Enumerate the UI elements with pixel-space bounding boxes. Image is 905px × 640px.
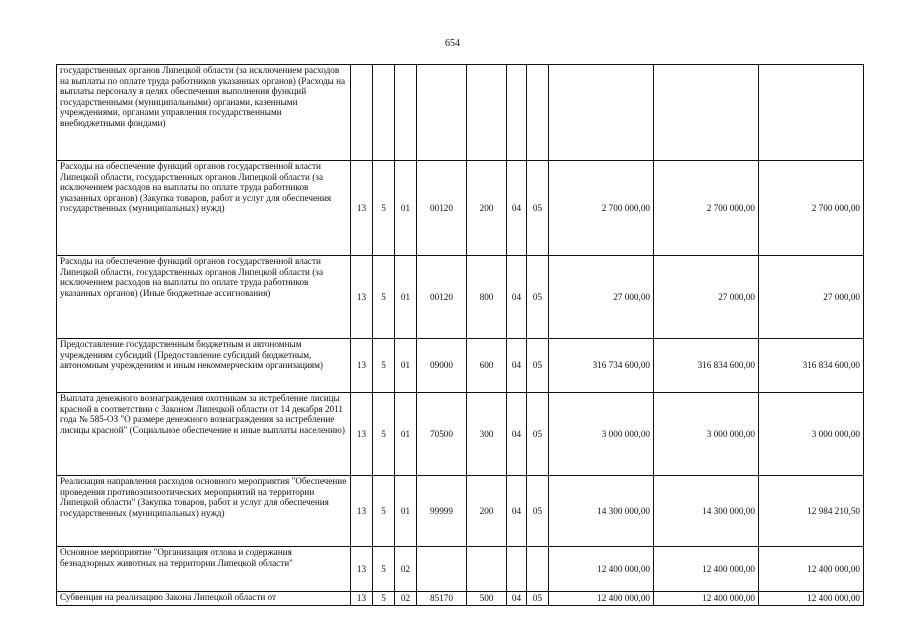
- table-row: [57, 592, 864, 606]
- code-program: 13: [351, 476, 373, 547]
- amount-year-1: 316 734 600,00: [549, 339, 654, 393]
- code-program: 13: [351, 547, 373, 592]
- code-subsection: 05: [527, 256, 549, 339]
- code-program: 13: [351, 256, 373, 339]
- row-description: Основное мероприятие "Организация отлова и содержания безнадзорных животных на территории Липецкой области": [57, 547, 351, 592]
- budget-table: [56, 64, 864, 606]
- code-subsection: 05: [527, 339, 549, 393]
- row-description: государственных органов Липецкой области (за исключением расходов на выплаты по оплате труда работников указанных органов) (Расходы на выплаты персоналу в целях обеспечения выполнения функций государственными (муниципальными) органами, казенными учреждениями, органами управления государственными внебюджетными фондами): [57, 65, 351, 161]
- code-section: 04: [507, 256, 527, 339]
- code-program: [351, 65, 373, 161]
- amount-year-2: 3 000 000,00: [654, 393, 759, 476]
- code-event: 01: [395, 476, 417, 547]
- code-expense-type: 200: [467, 476, 507, 547]
- code-event: [395, 65, 417, 161]
- code-subsection: [527, 65, 549, 161]
- amount-year-3: [759, 65, 864, 161]
- code-subprogram: 5: [373, 476, 395, 547]
- amount-year-1: 12 400 000,00: [549, 547, 654, 592]
- code-section: 04: [507, 161, 527, 256]
- code-subsection: 05: [527, 476, 549, 547]
- table-row: [57, 339, 864, 393]
- amount-year-2: [654, 65, 759, 161]
- table-row: [57, 256, 864, 339]
- code-subprogram: 5: [373, 592, 395, 606]
- amount-year-2: 12 400 000,00: [654, 592, 759, 606]
- code-section: 04: [507, 339, 527, 393]
- page-number: 654: [445, 38, 460, 49]
- code-section: [507, 65, 527, 161]
- table-row: [57, 547, 864, 592]
- code-section: 04: [507, 476, 527, 547]
- code-section: 04: [507, 592, 527, 606]
- amount-year-3: 12 984 210,50: [759, 476, 864, 547]
- amount-year-1: 14 300 000,00: [549, 476, 654, 547]
- amount-year-1: 2 700 000,00: [549, 161, 654, 256]
- code-subsection: 05: [527, 393, 549, 476]
- code-direction: 09000: [417, 339, 467, 393]
- code-subprogram: 5: [373, 547, 395, 592]
- code-expense-type: 300: [467, 393, 507, 476]
- table-row: [57, 476, 864, 547]
- code-program: 13: [351, 592, 373, 606]
- row-description: Реализация направления расходов основного мероприятия "Обеспечение проведения противоэпизоотических мероприятий на территории Липецкой области" (Закупка товаров, работ и услуг для обеспечения государственных (муниципальных) нужд): [57, 476, 351, 547]
- amount-year-2: 12 400 000,00: [654, 547, 759, 592]
- table-row: [57, 161, 864, 256]
- row-description: Предоставление государственным бюджетным и автономным учреждениям субсидий (Предоставление субсидий бюджетным, автономным учреждениям и иным некоммерческим организациям): [57, 339, 351, 393]
- code-subsection: 05: [527, 161, 549, 256]
- code-direction: 70500: [417, 393, 467, 476]
- code-event: 02: [395, 547, 417, 592]
- amount-year-1: 3 000 000,00: [549, 393, 654, 476]
- table-row: [57, 393, 864, 476]
- row-description: Расходы на обеспечение функций органов государственной власти Липецкой области, государственных органов Липецкой области (за исключением расходов на выплаты по оплате труда работников указанных органов) (Закупка товаров, работ и услуг для обеспечения государственных (муниципальных) нужд): [57, 161, 351, 256]
- code-expense-type: 600: [467, 339, 507, 393]
- code-event: 01: [395, 393, 417, 476]
- code-subprogram: [373, 65, 395, 161]
- amount-year-3: 12 400 000,00: [759, 592, 864, 606]
- code-program: 13: [351, 161, 373, 256]
- amount-year-1: 27 000,00: [549, 256, 654, 339]
- code-program: 13: [351, 393, 373, 476]
- code-subsection: 05: [527, 592, 549, 606]
- code-subprogram: 5: [373, 256, 395, 339]
- code-expense-type: 500: [467, 592, 507, 606]
- row-description: Выплата денежного вознаграждения охотникам за истребление лисицы красной в соответствии с Законом Липецкой области от 14 декабря 2011 года № 585-ОЗ "О размере денежного вознаграждения за истребление лисицы красной" (Социальное обеспечение и иные выплаты населению): [57, 393, 351, 476]
- amount-year-2: 27 000,00: [654, 256, 759, 339]
- row-description: Субвенция на реализацию Закона Липецкой области от: [57, 592, 351, 606]
- amount-year-1: 12 400 000,00: [549, 592, 654, 606]
- amount-year-2: 2 700 000,00: [654, 161, 759, 256]
- amount-year-2: 316 834 600,00: [654, 339, 759, 393]
- amount-year-1: [549, 65, 654, 161]
- amount-year-3: 316 834 600,00: [759, 339, 864, 393]
- code-direction: 99999: [417, 476, 467, 547]
- code-expense-type: [467, 65, 507, 161]
- code-program: 13: [351, 339, 373, 393]
- code-subprogram: 5: [373, 393, 395, 476]
- amount-year-3: 3 000 000,00: [759, 393, 864, 476]
- code-event: 01: [395, 339, 417, 393]
- code-section: [507, 547, 527, 592]
- code-direction: 00120: [417, 256, 467, 339]
- code-subprogram: 5: [373, 339, 395, 393]
- code-direction: [417, 547, 467, 592]
- row-description: Расходы на обеспечение функций органов государственной власти Липецкой области, государственных органов Липецкой области (за исключением расходов на выплаты по оплате труда работников указанных органов) (Иные бюджетные ассигнования): [57, 256, 351, 339]
- amount-year-3: 2 700 000,00: [759, 161, 864, 256]
- code-subprogram: 5: [373, 161, 395, 256]
- code-event: 02: [395, 592, 417, 606]
- amount-year-3: 12 400 000,00: [759, 547, 864, 592]
- code-section: 04: [507, 393, 527, 476]
- code-expense-type: 200: [467, 161, 507, 256]
- code-event: 01: [395, 256, 417, 339]
- amount-year-2: 14 300 000,00: [654, 476, 759, 547]
- code-expense-type: [467, 547, 507, 592]
- amount-year-3: 27 000,00: [759, 256, 864, 339]
- table-row: [57, 65, 864, 161]
- code-subsection: [527, 547, 549, 592]
- code-direction: [417, 65, 467, 161]
- code-event: 01: [395, 161, 417, 256]
- code-expense-type: 800: [467, 256, 507, 339]
- code-direction: 00120: [417, 161, 467, 256]
- code-direction: 85170: [417, 592, 467, 606]
